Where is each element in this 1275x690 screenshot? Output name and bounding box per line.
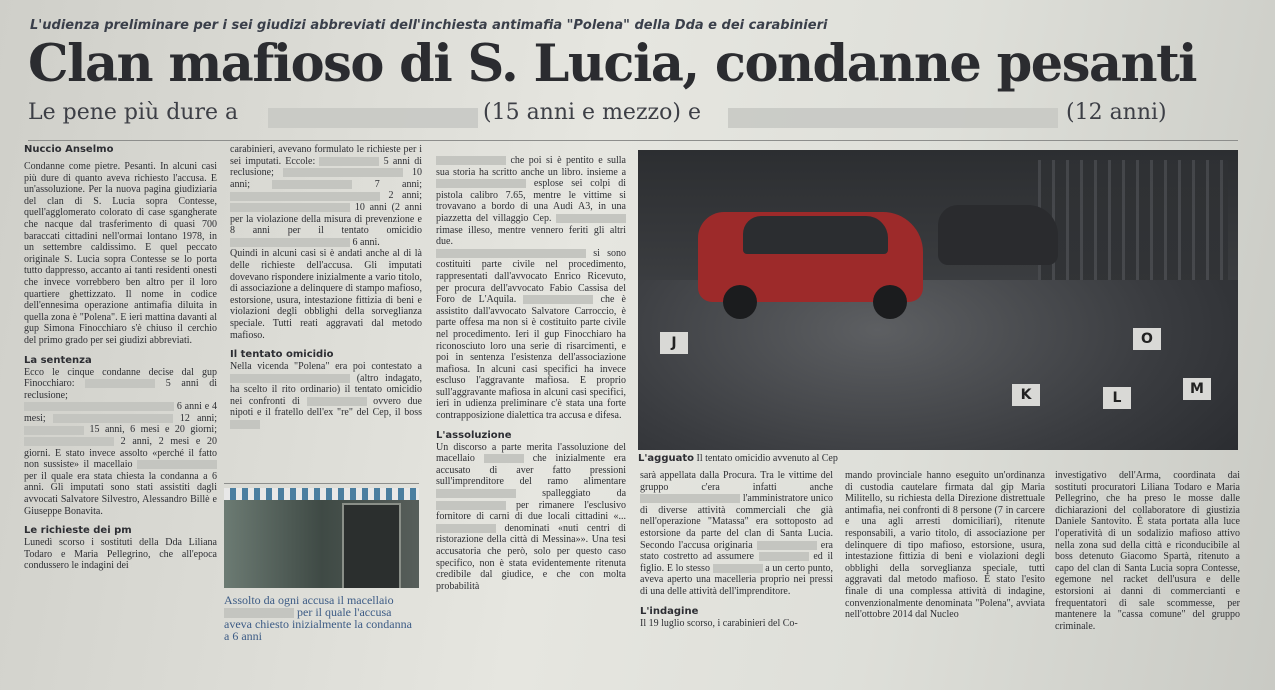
section-heading: Le richieste dei pm [24, 525, 132, 537]
article-column-4 [640, 470, 833, 690]
redacted-name [757, 541, 817, 550]
text: per rimanere l'esclusivo fornitore di carni di due locali cittadini «... [436, 499, 626, 523]
text: (altro indagato, ha scelto il rito ordinario) il tentato omicidio nei confronti di [230, 372, 422, 407]
paragraph: mando provinciale hanno eseguito un'ordinanza di custodia cautelare firmata dal gip Maria Militello, su richiesta della Direzione distrettuale antimafia, nei confronti di 8 persone (7 in carcere e una agli arresti domiciliari), ritenute responsabili, a vario titolo, di associazione per delinquere di tipo mafioso, estorsione, usura, intestazione fittizia di beni e violazioni degli obblighi della sorveglianza speciale, tutti aggravati dal metodo mafioso. È stato l'esito finale di una complessa attività di indagine, convenzionalmente denominata "Polena", avviata nell'ottobre 2014 dal Nucleo [845, 470, 1045, 621]
red-car-window [743, 216, 888, 254]
paragraph [436, 248, 626, 422]
redacted-name [319, 157, 379, 166]
text: 12 anni; [179, 412, 217, 424]
wheel [873, 285, 907, 319]
section-heading: L'indagine [640, 605, 699, 617]
wheel [723, 285, 757, 319]
redacted-name [268, 108, 478, 128]
redacted-name [85, 379, 155, 388]
article-column-2 [230, 144, 422, 484]
shop-door [342, 503, 401, 588]
text: a un certo punto, aveva aperto una macelleria proprio nei pressi di una delle attività dell'imprenditore. [640, 562, 833, 597]
redacted-name [759, 552, 809, 561]
paragraph: Quindi in alcuni casi si è andati anche al di là delle richieste dell'accusa. Gli imputati dovevano rispondere inizialmente a vario titolo, di associazione a delinquere di stampo mafioso, estorsione, usura, intestazione fittizia di beni e violazioni degli obblighi della sorveglianza speciale. Tutti reati aggravati dal metodo mafioso. [230, 248, 422, 341]
redacted-name [24, 402, 174, 411]
text: che inizialmente era accusato di aver fatto pressioni sull'imprenditore del ramo alimentare [436, 453, 626, 488]
subheadline-end: (12 anni) [1066, 100, 1167, 125]
redacted-name [24, 437, 114, 446]
section-heading: La sentenza [24, 354, 92, 366]
text: carabinieri, avevano formulato le richieste per i sei imputati. Eccole: [230, 144, 422, 167]
redacted-name [436, 249, 586, 258]
text: 15 anni, 6 mesi e 20 giorni; [89, 424, 217, 436]
article-column-6 [1055, 470, 1240, 690]
redacted-name [640, 494, 740, 503]
text: 5 anni di reclusione; [230, 155, 422, 179]
redacted-name [436, 501, 506, 510]
text: 2 anni, 2 mesi e 20 giorni. E stato invece assolto «perché il fatto non sussiste» il macellaio [24, 436, 217, 471]
text: ed il figlio. E lo stesso [640, 551, 833, 574]
redacted-name [436, 524, 496, 533]
text: 7 anni; [374, 178, 422, 190]
caption-label: L'agguato [638, 453, 695, 464]
evidence-marker-k: K [1012, 384, 1040, 406]
text: sarà appellata dalla Procura. Tra le vittime del gruppo c'era infatti anche [640, 470, 833, 493]
redacted-name [436, 489, 516, 498]
text: 6 anni e 4 mesi; [24, 401, 217, 424]
redacted-name [230, 238, 350, 247]
text: 10 anni (2 anni per la violazione della misura di prevenzione e 8 anni per il tentato omicidio [230, 201, 422, 237]
photo-caption [638, 453, 1238, 464]
text: insieme a [586, 166, 626, 178]
subheadline-mid: (15 anni e mezzo) e [483, 100, 701, 125]
text: 6 anni. [352, 236, 380, 248]
text: che poi si è pentito e sulla sua storia ha scritto anche un libro. [436, 155, 626, 178]
iron-gate [1038, 160, 1228, 280]
text: 10 anni; [230, 167, 422, 190]
text: si sono costituiti parte civile nel procedimento, rappresentati dall'avvocato Enrico Ricevuto, per procura dell'avvocato Fabio Cassisa del Foro de L'Aquila. [436, 247, 626, 306]
text: l'amministratore unico di diverse attività commerciali che già nell'operazione "Matassa" era sottoposto ad estorsione da parte del clan di Santa Lucia. Secondo l'accusa originaria [640, 493, 833, 551]
inset-photo-butcher-shop [224, 488, 419, 588]
paragraph [640, 470, 833, 598]
redacted-name [307, 397, 367, 406]
divider [224, 483, 419, 484]
text: Assolto da ogni accusa il macellaio [224, 593, 394, 607]
redacted-name [230, 374, 350, 383]
redacted-name [713, 564, 763, 573]
redacted-name [137, 460, 217, 469]
text: Ecco le cinque condanne decise dal gup Finocchiaro: [24, 366, 217, 390]
byline: Nuccio Anselmo [24, 144, 114, 155]
redacted-name [230, 203, 350, 212]
redacted-name [728, 108, 1058, 128]
inset-caption [224, 594, 419, 642]
text: ovvero due nipoti e il fratello dell'ex "re" del Cep, il boss [230, 395, 422, 419]
text: Nella vicenda "Polena" era poi contestato a [230, 361, 422, 373]
paragraph [230, 361, 422, 431]
redacted-name [556, 214, 626, 223]
evidence-marker-m: M [1183, 378, 1211, 400]
article-column-1 [24, 144, 217, 690]
text: per il quale l'accusa aveva chiesto inizialmente la condanna a 6 anni [224, 605, 412, 644]
headline: Clan mafioso di S. Lucia, condanne pesanti [28, 34, 1196, 94]
paragraph: Condanne come pietre. Pesanti. In alcuni casi più dure di quanto aveva richiesto l'accusa. E un'assoluzione. Per la nuova pagina giudiziaria del clan di S. Lucia sopra Contesse, quell'agglomerato colorato di case sgangherate che nacque dal trasferimento di quasi 700 baraccati cittadini nell'ormai lontano 1978, in un settembre caldissimo. E quel peccato originale S. Lucia sopra Contesse se lo porta tutto dappresso, accanto ai tanti residenti onesti che invece vorrebbero ben altro per il loro quartiere ghettizzato. Il nome in codice dell'ennesima operazione antimafia diluita in quella zona è "Polena". E ieri mattina davanti al gup Simona Finocchiaro s'è chiuso il cerchio del primo grado per sei giudizi abbreviati. [24, 161, 217, 346]
evidence-marker-l: L [1103, 387, 1131, 409]
subheadline-lead: Le pene più dure a [28, 100, 239, 125]
text: rimase illeso, mentre vennero feriti gli altri due. [436, 224, 626, 248]
redacted-name [272, 180, 352, 189]
text: 5 anni di reclusione; [24, 378, 217, 401]
article-column-3 [436, 155, 626, 690]
section-heading: Il tentato omicidio [230, 349, 334, 361]
redacted-name [436, 156, 506, 165]
redacted-name [53, 414, 173, 423]
paragraph [230, 144, 422, 248]
redacted-name [523, 295, 593, 304]
paragraph [436, 442, 626, 593]
text: spalleggiato da [542, 488, 626, 500]
caption-text: Il tentato omicidio avvenuto al Cep [696, 453, 838, 464]
redacted-name [436, 179, 526, 188]
redacted-name [230, 420, 260, 429]
paragraph: investigativo dell'Arma, coordinata dai sostituti procuratori Liliana Todaro e Maria Pellegrino, che ha preso le mosse dalle dichiarazioni del collaboratore di giustizia Daniele Santovito. È stata portata alla luce l'operatività di un sodalizio mafioso attivo nella zona sud della città e riconducibile al boss detenuto Giacomo Spartà, ritenuto a capo del clan di Santa Lucia sopra Contesse, egemone nel racket dell'usura e delle estorsioni ai danni di commercianti e frequentatori di sale scommesse, per mantenere la "cassa comune" del gruppo criminale. [1055, 470, 1240, 632]
dark-car [938, 205, 1058, 265]
paragraph [436, 155, 626, 248]
text: Un discorso a parte merita l'assoluzione del macellaio [436, 441, 626, 465]
text: era stato costretto ad assumere [640, 539, 833, 563]
paragraph [24, 367, 217, 518]
text: per il quale era stata chiesta la condanna a 6 anni. Gli imputati sono stati assistiti dagli avvocati Salvatore Silvestro, Alessandro Billè e Giuseppe Bonavita. [24, 470, 217, 517]
section-heading: L'assoluzione [436, 429, 512, 441]
redacted-name [283, 168, 403, 177]
paragraph: Il 19 luglio scorso, i carabinieri del Co- [640, 617, 798, 629]
kicker: L'udienza preliminare per i sei giudizi abbreviati dell'inchiesta antimafia "Polena" della Dda e dei carabinieri [30, 18, 828, 33]
text: denominati «nuti centri di ristorazione della città di Messina»». Una tesi accusatoria che però, solo per questo caso specifico, non è stata evidentemente ritenuta credibile dal giudice, e che con molta probabilità [436, 522, 626, 592]
evidence-marker-o: O [1133, 328, 1161, 350]
paragraph: Lunedì scorso i sostituti della Dda Liliana Todaro e Maria Pellegrino, che all'epoca condussero le indagini dei [24, 537, 217, 572]
crime-scene-photo [638, 150, 1238, 450]
text: che è assistito dall'avvocato Salvatore Carroccio, è parte offesa ma non si è costituito parte civile nel procedimento. Ieri il gup Finocchiaro ha riconosciuto loro una serie di risarcimenti, e poi in sentenza l'esistenza dell'associazione mafiosa. In alcuni casi specifici ha invece escluso l'aggravante mafiosa. E proprio sull'aggravante mafiosa in alcuni casi specifici, ieri in udienza preliminare c'è stata una forte contrapposizione dialettica tra accusa e difesa. [436, 294, 626, 422]
redacted-name [24, 426, 84, 435]
redacted-name [484, 454, 524, 463]
evidence-marker-j: J [660, 332, 688, 354]
article-column-5 [845, 470, 1045, 690]
shop-awning [224, 488, 419, 500]
text: 2 anni; [388, 190, 422, 202]
text: esplose sei colpi di pistola calibro 7.65, mentre le vittime si trovavano a bordo di una Audi A3, in una piazzetta del villaggio Cep. [436, 178, 626, 224]
subheadline [28, 100, 1258, 134]
redacted-name [230, 192, 380, 201]
divider [28, 140, 1238, 141]
